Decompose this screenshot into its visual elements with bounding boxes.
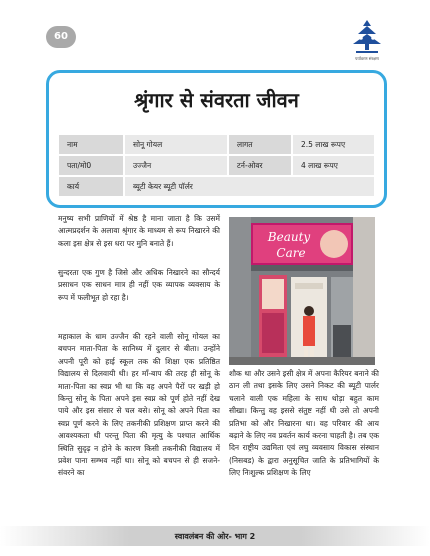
- info-table: [59, 135, 374, 198]
- info-row-name: [59, 135, 374, 154]
- sign-text-1: Beauty: [267, 230, 311, 244]
- turnover-value: 4 लाख रूपए: [293, 156, 374, 175]
- title-card: [46, 70, 387, 208]
- logo-icon: [350, 18, 384, 56]
- sign-text-2: Care: [276, 246, 306, 260]
- paragraph-beauty: सुन्दरता एक गुण है जिसे और अधिक निखारने का सौन्दर्य प्रसाधन एक साधन मात्र ही नहीं एक व्यापक व्यवसाय के रूप में फलीभूत हो रहा है।: [58, 268, 220, 302]
- name-label: नाम: [59, 135, 123, 154]
- page-title: श्रृंगार से संवरता जीवन: [134, 88, 299, 112]
- footer-title: स्वावलंबन की ओर- भाग 2: [174, 532, 256, 541]
- info-row-work: [59, 177, 374, 196]
- work-label: कार्य: [59, 177, 123, 196]
- organization-logo: [344, 18, 390, 70]
- address-value: उज्जैन: [125, 156, 227, 175]
- paragraph-career: शौक था और उसने इसी क्षेत्र में अपना कैरियर बनाने की ठान ली तथा इसके लिए उसने निकट की ब्यूटी पार्लर चलाने वाली एक महिला के साथ थोड़ा बहुत काम सीखा। किन्तु वह इससे संतुष्ट नहीं थी उसे तो अपनी प्रतिभा को और निखारना था। वह परिवार की आय बढ़ाने के लिए नव प्रवर्तन कार्य करना चाहती है। तब एक दिन राष्ट्रीय उद्यमिता एवं लघु व्यवसाय विकास संस्थान (निसबड) के द्वारा अनुसूचित जाति के प्रतिभागियों के लिए निःशुल्क प्रशिक्षण के लिए: [229, 369, 379, 478]
- person-figure: [303, 316, 315, 346]
- turnover-label: टर्न-ओवर: [229, 156, 291, 175]
- paragraph-story: महाकाल के धाम उज्जैन की रहने वाली सोनू गोयल का बचपन माता-पिता के सानिध्य में दुलार से बीता। उन्होंने अपनी पूरी को हाई स्कूल तक की शिक्षा एक प्रतिष्ठित विद्यालय से दिलवायी थी। हर माँ-बाप की तरह ही सोनू के माता-पिता का स्वप्न भी था कि वह अपने पैरों पर खड़ी हो किन्तु सोनू के पिता अपने इस स्वप्न को पूर्ण होते नहीं देख पाये और इस संसार से चल बसे। सोनू को अपने पिता का स्वप्न पूर्ण करने के लिए तकनीकी प्रशिक्षण प्राप्त करने की आवश्यकता थी परन्तु पिता की मृत्यु के पश्चात आर्थिक स्थिति सुदृढ़ न होने के कारण किसी तकनीकी विद्यालय में प्रवेश पाना सम्भव नहीं था। सोनू को बचपन से ही सजने-संवरने का: [58, 332, 220, 478]
- parlour-photo: [229, 217, 375, 365]
- name-value: सोनू गोयल: [125, 135, 227, 154]
- page-number: 60: [46, 26, 76, 48]
- cost-label: लागत: [229, 135, 291, 154]
- work-value: ब्यूटी केयर ब्यूटी पॉर्लर: [125, 177, 374, 196]
- logo-caption: पर्यावरण संरक्षण: [355, 56, 379, 61]
- paragraph-intro: मनुष्य सभी प्राणियों में श्रेष्ठ है माना जाता है कि उसमें आत्मप्रदर्शन के अलावा श्रृंगार के माध्यम से रूप निखारने की कला इस क्षेत्र से इस धरा पर मुनि बनाते हैं।: [58, 214, 220, 248]
- info-row-address: [59, 156, 374, 175]
- address-label: पता/मो0: [59, 156, 123, 175]
- cost-value: 2.5 लाख रूपए: [293, 135, 374, 154]
- storefront-illustration: [229, 217, 375, 365]
